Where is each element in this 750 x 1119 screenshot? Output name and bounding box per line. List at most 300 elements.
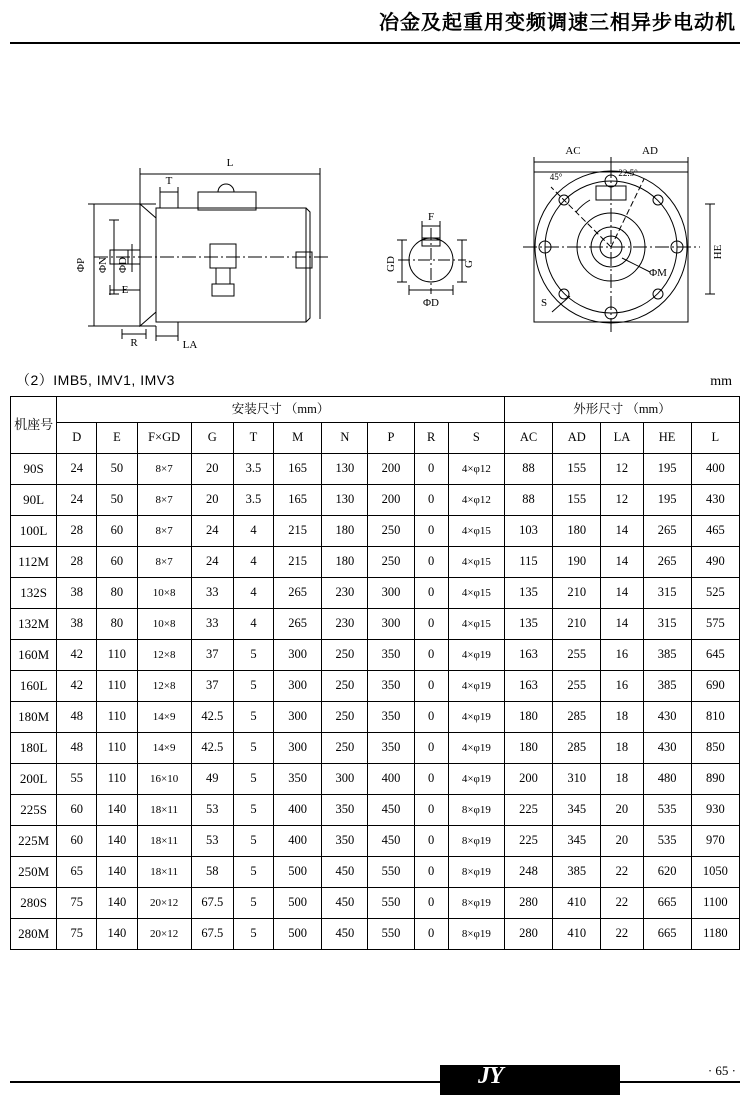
cell-HE: 195 (643, 454, 691, 485)
cell-N: 450 (322, 857, 368, 888)
cell-HE: 665 (643, 888, 691, 919)
cell-L: 400 (691, 454, 739, 485)
cell-L: 1180 (691, 919, 739, 950)
cell-D: 24 (57, 454, 97, 485)
cell-T: 5 (233, 671, 273, 702)
table-row (11, 671, 740, 702)
cell-AD: 345 (553, 826, 601, 857)
label-AC: AC (565, 145, 581, 157)
cell-L: 465 (691, 516, 739, 547)
cell-AD: 155 (553, 485, 601, 516)
cell-HE: 385 (643, 640, 691, 671)
cell-AC: 135 (504, 609, 552, 640)
cell-R: 0 (414, 733, 448, 764)
cell-R: 0 (414, 795, 448, 826)
table-row (11, 919, 740, 950)
cell-frame: 225S (11, 795, 57, 826)
cell-S: 8×φ19 (448, 795, 504, 826)
cell-D: 42 (57, 640, 97, 671)
cell-HE: 315 (643, 578, 691, 609)
cell-FxGD: 8×7 (137, 454, 191, 485)
cell-D: 75 (57, 919, 97, 950)
cell-E: 110 (97, 733, 137, 764)
cell-FxGD: 12×8 (137, 640, 191, 671)
table-row (11, 795, 740, 826)
cell-M: 500 (274, 919, 322, 950)
cell-M: 300 (274, 671, 322, 702)
table-row (11, 826, 740, 857)
col-header-AD: AD (553, 423, 601, 454)
cell-D: 28 (57, 516, 97, 547)
col-header-M: M (274, 423, 322, 454)
label-HE: HE (712, 244, 724, 260)
col-header-S: S (448, 423, 504, 454)
cell-N: 230 (322, 609, 368, 640)
cell-G: 37 (191, 640, 233, 671)
cell-N: 350 (322, 795, 368, 826)
cell-P: 350 (368, 671, 414, 702)
col-header-FGD: F×GD (137, 423, 191, 454)
cell-P: 300 (368, 578, 414, 609)
cell-S: 8×φ19 (448, 919, 504, 950)
cell-P: 200 (368, 485, 414, 516)
cell-AD: 190 (553, 547, 601, 578)
cell-G: 20 (191, 485, 233, 516)
table-body (11, 454, 740, 950)
cell-R: 0 (414, 764, 448, 795)
cell-LA: 18 (601, 764, 643, 795)
table-column-header-row (11, 423, 740, 454)
cell-D: 24 (57, 485, 97, 516)
cell-AD: 310 (553, 764, 601, 795)
label-F: F (427, 211, 435, 223)
label-G: G (463, 260, 475, 268)
cell-G: 24 (191, 516, 233, 547)
cell-P: 550 (368, 857, 414, 888)
cell-N: 250 (322, 702, 368, 733)
cell-N: 230 (322, 578, 368, 609)
cell-R: 0 (414, 826, 448, 857)
cell-LA: 22 (601, 888, 643, 919)
cell-AC: 88 (504, 454, 552, 485)
cell-T: 3.5 (233, 485, 273, 516)
cell-HE: 265 (643, 547, 691, 578)
col-header-E: E (97, 423, 137, 454)
cell-S: 4×φ19 (448, 733, 504, 764)
cell-S: 8×φ19 (448, 826, 504, 857)
cell-AD: 155 (553, 454, 601, 485)
cell-G: 33 (191, 578, 233, 609)
cell-LA: 18 (601, 733, 643, 764)
cell-N: 180 (322, 547, 368, 578)
cell-D: 60 (57, 826, 97, 857)
table-row (11, 702, 740, 733)
cell-frame: 160M (11, 640, 57, 671)
cell-G: 49 (191, 764, 233, 795)
cell-R: 0 (414, 888, 448, 919)
cell-M: 300 (274, 702, 322, 733)
cell-G: 20 (191, 454, 233, 485)
cell-N: 250 (322, 640, 368, 671)
cell-L: 810 (691, 702, 739, 733)
label-S: S (540, 297, 548, 309)
table-row (11, 857, 740, 888)
cell-G: 42.5 (191, 702, 233, 733)
cell-FxGD: 8×7 (137, 547, 191, 578)
cell-M: 500 (274, 857, 322, 888)
col-header-T: T (233, 423, 273, 454)
cell-E: 50 (97, 454, 137, 485)
cell-S: 8×φ19 (448, 888, 504, 919)
cell-S: 4×φ19 (448, 671, 504, 702)
page-footer (0, 1051, 750, 1111)
table-row (11, 485, 740, 516)
cell-LA: 14 (601, 578, 643, 609)
cell-AC: 180 (504, 733, 552, 764)
cell-G: 24 (191, 547, 233, 578)
label-R: R (130, 337, 138, 349)
cell-E: 140 (97, 857, 137, 888)
cell-P: 450 (368, 795, 414, 826)
cell-frame: 180M (11, 702, 57, 733)
cell-D: 48 (57, 733, 97, 764)
cell-P: 250 (368, 516, 414, 547)
cell-L: 430 (691, 485, 739, 516)
cell-N: 250 (322, 733, 368, 764)
cell-S: 4×φ12 (448, 485, 504, 516)
cell-frame: 132M (11, 609, 57, 640)
cell-N: 180 (322, 516, 368, 547)
cell-N: 450 (322, 919, 368, 950)
cell-HE: 265 (643, 516, 691, 547)
cell-T: 4 (233, 547, 273, 578)
cell-M: 265 (274, 609, 322, 640)
table-row (11, 764, 740, 795)
cell-FxGD: 10×8 (137, 578, 191, 609)
table-row (11, 609, 740, 640)
cell-M: 215 (274, 516, 322, 547)
cell-AC: 280 (504, 888, 552, 919)
cell-T: 5 (233, 857, 273, 888)
cell-P: 400 (368, 764, 414, 795)
cell-AD: 180 (553, 516, 601, 547)
table-row (11, 888, 740, 919)
cell-D: 55 (57, 764, 97, 795)
cell-AC: 88 (504, 485, 552, 516)
label-phiN: ΦN (97, 257, 109, 273)
cell-T: 5 (233, 702, 273, 733)
col-header-D: D (57, 423, 97, 454)
figure-caption: （2）IMB5, IMV1, IMV3 (16, 372, 175, 388)
cell-M: 265 (274, 578, 322, 609)
cell-L: 1100 (691, 888, 739, 919)
cell-M: 500 (274, 888, 322, 919)
cell-M: 215 (274, 547, 322, 578)
page-number: · 65 · (707, 1063, 736, 1078)
cell-frame: 100L (11, 516, 57, 547)
cell-T: 4 (233, 578, 273, 609)
cell-AC: 180 (504, 702, 552, 733)
cell-P: 300 (368, 609, 414, 640)
col-header-G: G (191, 423, 233, 454)
cell-P: 250 (368, 547, 414, 578)
cell-P: 350 (368, 702, 414, 733)
label-angle-22-5: 22.5° (618, 168, 638, 178)
cell-HE: 385 (643, 671, 691, 702)
drawing-svg (10, 44, 740, 364)
cell-AC: 280 (504, 919, 552, 950)
cell-T: 5 (233, 640, 273, 671)
cell-LA: 18 (601, 702, 643, 733)
cell-L: 890 (691, 764, 739, 795)
cell-E: 60 (97, 547, 137, 578)
cell-FxGD: 18×11 (137, 857, 191, 888)
cell-frame: 90L (11, 485, 57, 516)
cell-D: 60 (57, 795, 97, 826)
cell-AD: 285 (553, 702, 601, 733)
cell-T: 5 (233, 764, 273, 795)
table-group-header-row (11, 397, 740, 423)
cell-R: 0 (414, 547, 448, 578)
cell-T: 5 (233, 795, 273, 826)
cell-S: 4×φ15 (448, 516, 504, 547)
cell-E: 140 (97, 795, 137, 826)
cell-HE: 535 (643, 826, 691, 857)
cell-AD: 210 (553, 609, 601, 640)
cell-M: 350 (274, 764, 322, 795)
cell-LA: 22 (601, 919, 643, 950)
cell-LA: 14 (601, 516, 643, 547)
cell-P: 350 (368, 733, 414, 764)
cell-M: 400 (274, 795, 322, 826)
cell-FxGD: 14×9 (137, 733, 191, 764)
cell-LA: 16 (601, 640, 643, 671)
cell-AD: 255 (553, 640, 601, 671)
cell-L: 930 (691, 795, 739, 826)
table-row (11, 454, 740, 485)
cell-T: 5 (233, 826, 273, 857)
cell-FxGD: 8×7 (137, 516, 191, 547)
cell-FxGD: 8×7 (137, 485, 191, 516)
cell-LA: 14 (601, 547, 643, 578)
cell-AD: 410 (553, 919, 601, 950)
cell-AD: 345 (553, 795, 601, 826)
cell-AC: 225 (504, 795, 552, 826)
cell-HE: 480 (643, 764, 691, 795)
cell-FxGD: 18×11 (137, 795, 191, 826)
cell-M: 165 (274, 454, 322, 485)
cell-N: 350 (322, 826, 368, 857)
cell-E: 80 (97, 578, 137, 609)
cell-T: 5 (233, 919, 273, 950)
cell-frame: 225M (11, 826, 57, 857)
cell-T: 4 (233, 609, 273, 640)
cell-P: 550 (368, 888, 414, 919)
cell-FxGD: 20×12 (137, 919, 191, 950)
cell-HE: 430 (643, 702, 691, 733)
cell-L: 1050 (691, 857, 739, 888)
cell-HE: 535 (643, 795, 691, 826)
cell-frame: 280S (11, 888, 57, 919)
cell-T: 4 (233, 516, 273, 547)
cell-M: 300 (274, 640, 322, 671)
cell-T: 5 (233, 733, 273, 764)
cell-AD: 385 (553, 857, 601, 888)
cell-LA: 22 (601, 857, 643, 888)
cell-LA: 20 (601, 826, 643, 857)
cell-E: 50 (97, 485, 137, 516)
cell-S: 4×φ19 (448, 640, 504, 671)
label-T: T (165, 175, 173, 187)
cell-R: 0 (414, 640, 448, 671)
label-phiD-left: ΦD (117, 257, 129, 273)
cell-E: 110 (97, 671, 137, 702)
label-phiD: ΦD (423, 297, 439, 309)
cell-LA: 12 (601, 454, 643, 485)
cell-G: 67.5 (191, 888, 233, 919)
cell-HE: 430 (643, 733, 691, 764)
col-header-L: L (691, 423, 739, 454)
cell-E: 110 (97, 702, 137, 733)
brand-logo: JY (478, 1063, 503, 1089)
cell-S: 4×φ15 (448, 547, 504, 578)
cell-R: 0 (414, 857, 448, 888)
cell-P: 200 (368, 454, 414, 485)
cell-AD: 255 (553, 671, 601, 702)
cell-L: 490 (691, 547, 739, 578)
cell-S: 4×φ15 (448, 609, 504, 640)
col-header-N: N (322, 423, 368, 454)
col-header-P: P (368, 423, 414, 454)
cell-D: 42 (57, 671, 97, 702)
cell-FxGD: 16×10 (137, 764, 191, 795)
cell-E: 140 (97, 919, 137, 950)
cell-S: 8×φ19 (448, 857, 504, 888)
table-row (11, 516, 740, 547)
cell-E: 110 (97, 640, 137, 671)
cell-E: 140 (97, 888, 137, 919)
table-row (11, 547, 740, 578)
cell-L: 525 (691, 578, 739, 609)
cell-AD: 210 (553, 578, 601, 609)
cell-R: 0 (414, 578, 448, 609)
cell-FxGD: 14×9 (137, 702, 191, 733)
col-header-AC: AC (504, 423, 552, 454)
cell-P: 350 (368, 640, 414, 671)
table-head (11, 397, 740, 454)
cell-D: 38 (57, 609, 97, 640)
cell-R: 0 (414, 671, 448, 702)
cell-HE: 620 (643, 857, 691, 888)
cell-N: 250 (322, 671, 368, 702)
cell-frame: 160L (11, 671, 57, 702)
cell-AC: 103 (504, 516, 552, 547)
col-header-HE: HE (643, 423, 691, 454)
cell-frame: 132S (11, 578, 57, 609)
cell-AC: 115 (504, 547, 552, 578)
table-row (11, 578, 740, 609)
cell-FxGD: 18×11 (137, 826, 191, 857)
cell-R: 0 (414, 702, 448, 733)
cell-G: 53 (191, 795, 233, 826)
cell-D: 75 (57, 888, 97, 919)
cell-L: 645 (691, 640, 739, 671)
cell-AC: 200 (504, 764, 552, 795)
footer-divider (10, 1081, 740, 1083)
col-header-R: R (414, 423, 448, 454)
cell-G: 37 (191, 671, 233, 702)
cell-R: 0 (414, 485, 448, 516)
table-row (11, 733, 740, 764)
label-phiM: ΦM (649, 267, 667, 279)
cell-P: 550 (368, 919, 414, 950)
cell-D: 38 (57, 578, 97, 609)
cell-D: 48 (57, 702, 97, 733)
cell-S: 4×φ19 (448, 764, 504, 795)
col-group-overall: 外形尺寸 （mm） (504, 397, 739, 423)
footer-logo-block (440, 1065, 620, 1095)
label-angle-45: 45° (549, 172, 563, 182)
cell-L: 970 (691, 826, 739, 857)
page-header (0, 0, 750, 39)
cell-frame: 200L (11, 764, 57, 795)
cell-D: 28 (57, 547, 97, 578)
cell-R: 0 (414, 454, 448, 485)
cell-LA: 14 (601, 609, 643, 640)
cell-R: 0 (414, 919, 448, 950)
cell-L: 690 (691, 671, 739, 702)
cell-FxGD: 12×8 (137, 671, 191, 702)
cell-LA: 12 (601, 485, 643, 516)
label-E: E (121, 284, 129, 296)
cell-AC: 163 (504, 640, 552, 671)
cell-LA: 16 (601, 671, 643, 702)
label-GD: GD (385, 256, 397, 272)
cell-E: 140 (97, 826, 137, 857)
cell-L: 850 (691, 733, 739, 764)
cell-frame: 180L (11, 733, 57, 764)
dimensions-table (10, 396, 740, 950)
cell-T: 5 (233, 888, 273, 919)
col-group-mounting: 安装尺寸 （mm） (57, 397, 505, 423)
cell-N: 130 (322, 485, 368, 516)
cell-S: 4×φ15 (448, 578, 504, 609)
cell-M: 400 (274, 826, 322, 857)
label-phiP: ΦP (75, 257, 87, 273)
cell-E: 80 (97, 609, 137, 640)
cell-E: 60 (97, 516, 137, 547)
cell-frame: 112M (11, 547, 57, 578)
cell-L: 575 (691, 609, 739, 640)
cell-N: 300 (322, 764, 368, 795)
cell-AC: 248 (504, 857, 552, 888)
label-LA: LA (182, 339, 198, 351)
table-row (11, 640, 740, 671)
cell-P: 450 (368, 826, 414, 857)
cell-S: 4×φ12 (448, 454, 504, 485)
page-title: 冶金及起重用变频调速三相异步电动机 (379, 12, 736, 34)
cell-frame: 250M (11, 857, 57, 888)
cell-HE: 665 (643, 919, 691, 950)
label-L: L (226, 157, 234, 169)
unit-label: mm (710, 374, 732, 389)
cell-AD: 410 (553, 888, 601, 919)
cell-FxGD: 10×8 (137, 609, 191, 640)
cell-M: 300 (274, 733, 322, 764)
cell-N: 450 (322, 888, 368, 919)
cell-G: 53 (191, 826, 233, 857)
cell-R: 0 (414, 609, 448, 640)
